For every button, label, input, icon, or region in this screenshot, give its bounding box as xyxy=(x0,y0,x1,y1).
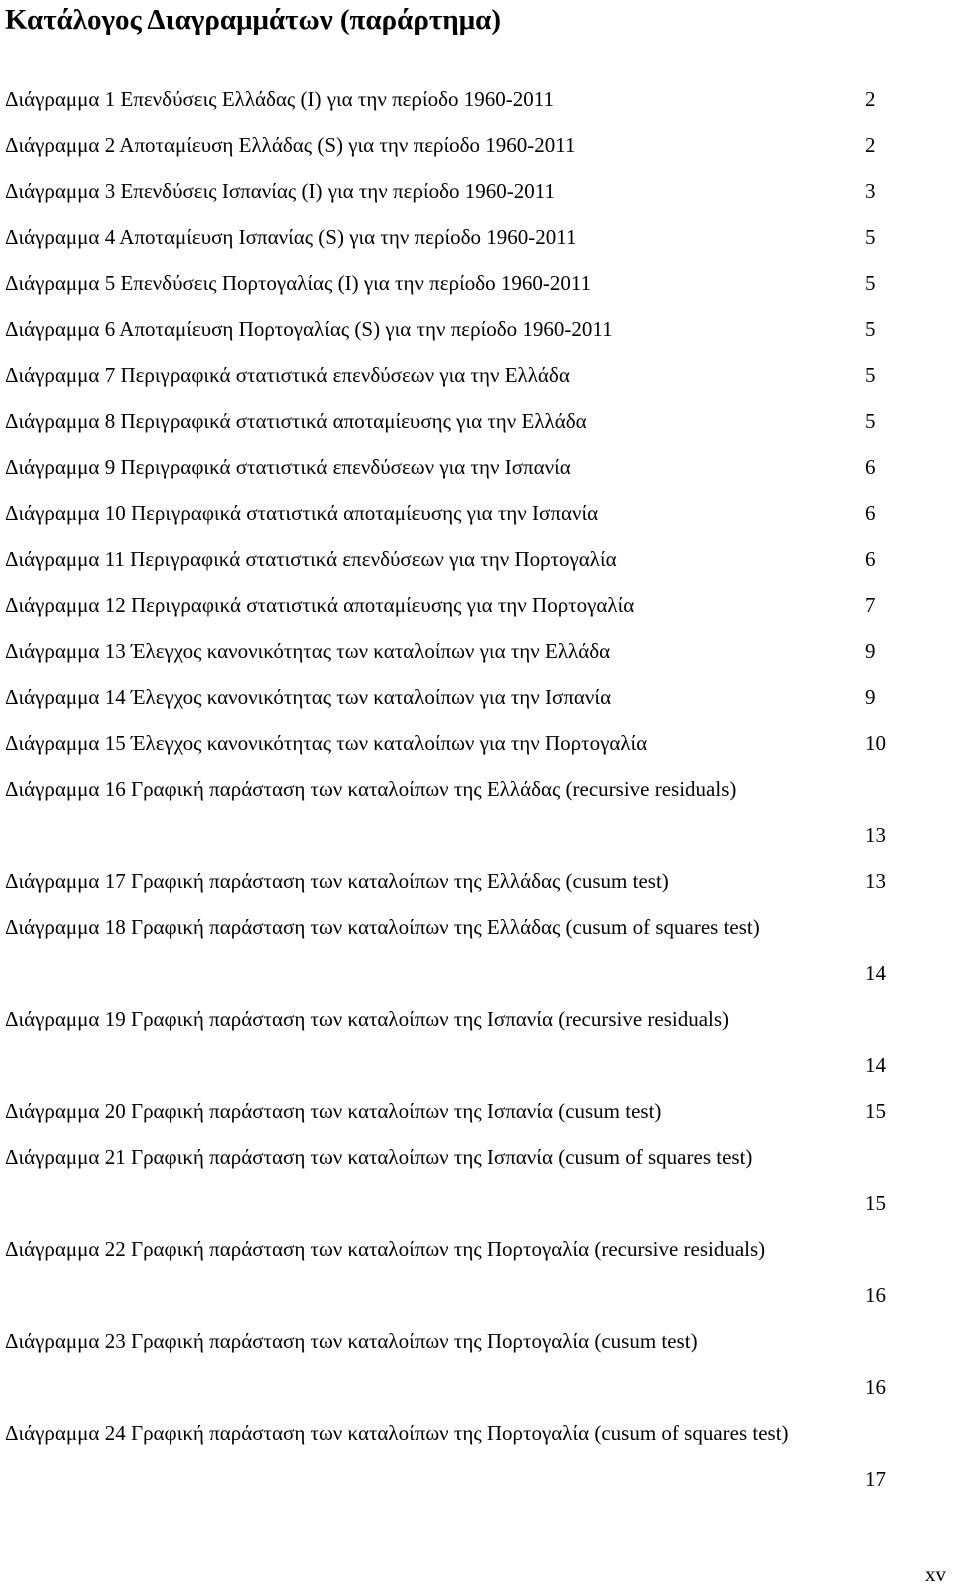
toc-entry-page: 16 xyxy=(865,1283,886,1307)
toc-entry-title: Διάγραμμα 7 Περιγραφικά στατιστικά επενδύσεων για την Ελλάδα xyxy=(5,363,570,387)
toc-entry[interactable] xyxy=(5,1226,925,1318)
toc-entry[interactable] xyxy=(5,1088,925,1134)
toc-entry[interactable] xyxy=(5,1318,925,1410)
toc-entry-title: Διάγραμμα 10 Περιγραφικά στατιστικά αποταμίευσης για την Ισπανία xyxy=(5,501,599,525)
toc-entry-title: Διάγραμμα 15 Έλεγχος κανονικότητας των καταλοίπων για την Πορτογαλία xyxy=(5,731,648,755)
toc-entry-page: 14 xyxy=(865,1053,886,1077)
toc-entry-page: 15 xyxy=(865,1099,886,1123)
toc-entry-page: 7 xyxy=(865,593,876,617)
toc-entry[interactable] xyxy=(5,1410,925,1502)
toc-entry-title: Διάγραμμα 19 Γραφική παράσταση των καταλοίπων της Ισπανία (recursive residuals) xyxy=(5,1007,730,1031)
toc-entry-page: 5 xyxy=(865,363,876,387)
toc-entry-page: 15 xyxy=(865,1191,886,1215)
toc-entry-title: Διάγραμμα 5 Επενδύσεις Πορτογαλίας (I) για την περίοδο 1960-2011 xyxy=(5,271,592,295)
toc-entry[interactable] xyxy=(5,398,925,444)
table-of-figures xyxy=(5,76,925,1502)
toc-entry-page: 9 xyxy=(865,639,876,663)
toc-entry-page: 2 xyxy=(865,133,876,157)
toc-entry-page: 6 xyxy=(865,547,876,571)
toc-entry[interactable] xyxy=(5,582,925,628)
toc-entry[interactable] xyxy=(5,444,925,490)
toc-entry-title: Διάγραμμα 3 Επενδύσεις Ισπανίας (I) για την περίοδο 1960-2011 xyxy=(5,179,555,203)
toc-entry-title: Διάγραμμα 8 Περιγραφικά στατιστικά αποταμίευσης για την Ελλάδα xyxy=(5,409,587,433)
page-title: Κατάλογος Διαγραμμάτων (παράρτημα) xyxy=(5,4,501,36)
toc-entry-title: Διάγραμμα 24 Γραφική παράσταση των καταλοίπων της Πορτογαλία (cusum of squares test) xyxy=(5,1421,789,1445)
toc-entry-page: 5 xyxy=(865,271,876,295)
toc-entry-page: 17 xyxy=(865,1467,886,1491)
page-number: xv xyxy=(925,1562,946,1586)
toc-entry-title: Διάγραμμα 13 Έλεγχος κανονικότητας των καταλοίπων για την Ελλάδα xyxy=(5,639,611,663)
toc-entry-title: Διάγραμμα 20 Γραφική παράσταση των καταλοίπων της Ισπανία (cusum test) xyxy=(5,1099,662,1123)
toc-entry[interactable] xyxy=(5,904,925,996)
toc-entry-page: 13 xyxy=(865,869,886,893)
toc-entry-page: 5 xyxy=(865,409,876,433)
toc-entry-title: Διάγραμμα 1 Επενδύσεις Ελλάδας (I) για την περίοδο 1960-2011 xyxy=(5,87,554,111)
toc-entry-page: 14 xyxy=(865,961,886,985)
toc-entry-title: Διάγραμμα 18 Γραφική παράσταση των καταλοίπων της Ελλάδας (cusum of squares test) xyxy=(5,915,760,939)
toc-entry[interactable] xyxy=(5,306,925,352)
toc-entry-page: 13 xyxy=(865,823,886,847)
toc-entry-page: 6 xyxy=(865,455,876,479)
toc-entry[interactable] xyxy=(5,766,925,858)
toc-entry-page: 2 xyxy=(865,87,876,111)
toc-entry-title: Διάγραμμα 11 Περιγραφικά στατιστικά επενδύσεων για την Πορτογαλία xyxy=(5,547,617,571)
toc-entry-title: Διάγραμμα 22 Γραφική παράσταση των καταλοίπων της Πορτογαλία (recursive residuals) xyxy=(5,1237,766,1261)
toc-entry[interactable] xyxy=(5,122,925,168)
toc-entry[interactable] xyxy=(5,674,925,720)
toc-entry[interactable] xyxy=(5,1134,925,1226)
toc-entry-page: 5 xyxy=(865,225,876,249)
toc-entry-title: Διάγραμμα 12 Περιγραφικά στατιστικά αποταμίευσης για την Πορτογαλία xyxy=(5,593,635,617)
toc-entry[interactable] xyxy=(5,536,925,582)
toc-entry[interactable] xyxy=(5,996,925,1088)
toc-entry[interactable] xyxy=(5,720,925,766)
toc-entry-title: Διάγραμμα 17 Γραφική παράσταση των καταλοίπων της Ελλάδας (cusum test) xyxy=(5,869,669,893)
toc-entry-page: 5 xyxy=(865,317,876,341)
toc-entry-title: Διάγραμμα 21 Γραφική παράσταση των καταλοίπων της Ισπανία (cusum of squares test) xyxy=(5,1145,753,1169)
toc-entry-title: Διάγραμμα 14 Έλεγχος κανονικότητας των καταλοίπων για την Ισπανία xyxy=(5,685,612,709)
toc-entry[interactable] xyxy=(5,214,925,260)
toc-entry-title: Διάγραμμα 23 Γραφική παράσταση των καταλοίπων της Πορτογαλία (cusum test) xyxy=(5,1329,698,1353)
toc-entry[interactable] xyxy=(5,628,925,674)
toc-entry[interactable] xyxy=(5,858,925,904)
toc-entry-title: Διάγραμμα 16 Γραφική παράσταση των καταλοίπων της Ελλάδας (recursive residuals) xyxy=(5,777,737,801)
toc-entry-title: Διάγραμμα 2 Αποταμίευση Ελλάδας (S) για την περίοδο 1960-2011 xyxy=(5,133,576,157)
toc-entry[interactable] xyxy=(5,168,925,214)
toc-entry[interactable] xyxy=(5,76,925,122)
toc-entry-title: Διάγραμμα 4 Αποταμίευση Ισπανίας (S) για την περίοδο 1960-2011 xyxy=(5,225,577,249)
toc-entry[interactable] xyxy=(5,352,925,398)
toc-entry-page: 9 xyxy=(865,685,876,709)
toc-entry[interactable] xyxy=(5,490,925,536)
toc-entry-page: 3 xyxy=(865,179,876,203)
toc-entry-title: Διάγραμμα 9 Περιγραφικά στατιστικά επενδύσεων για την Ισπανία xyxy=(5,455,571,479)
toc-entry-page: 10 xyxy=(865,731,886,755)
toc-entry[interactable] xyxy=(5,260,925,306)
toc-entry-title: Διάγραμμα 6 Αποταμίευση Πορτογαλίας (S) για την περίοδο 1960-2011 xyxy=(5,317,613,341)
toc-entry-page: 6 xyxy=(865,501,876,525)
toc-entry-page: 16 xyxy=(865,1375,886,1399)
